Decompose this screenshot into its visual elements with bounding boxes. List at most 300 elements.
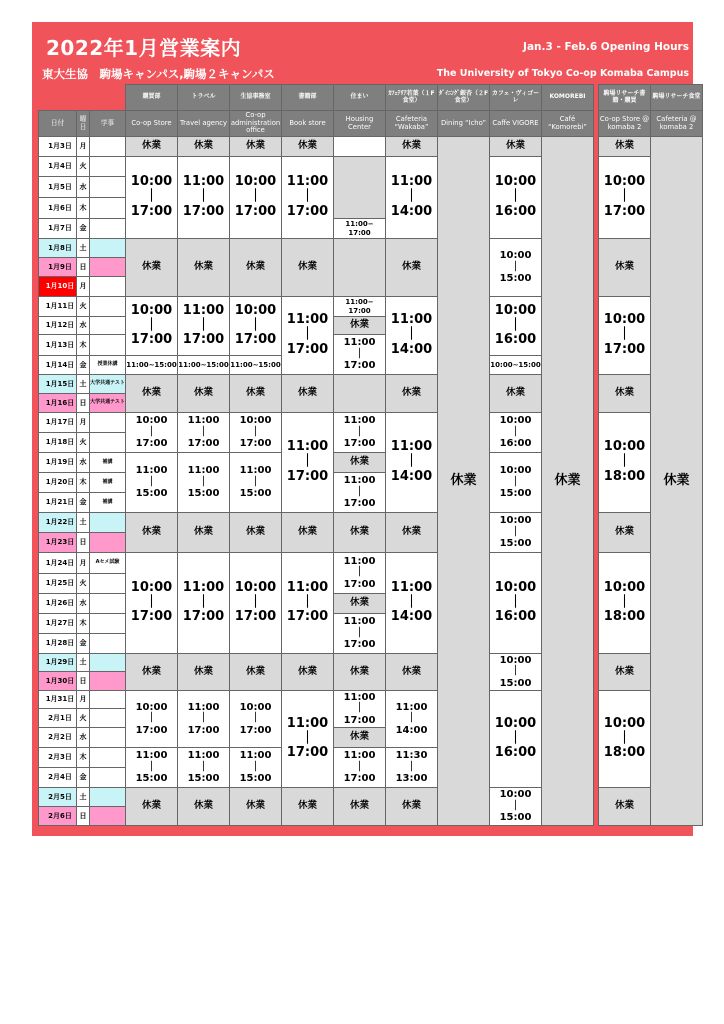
note-cell (90, 533, 126, 553)
date-cell: 1月24日 (39, 553, 77, 574)
cell-text: ｜ (404, 454, 418, 470)
closed-cell (126, 375, 178, 413)
note-cell (90, 594, 126, 614)
cell-text: 17:00 (182, 609, 225, 625)
cell-text: 17:00 (343, 498, 376, 510)
closed-cell (334, 317, 386, 335)
table-row (39, 654, 703, 672)
hours-cell (334, 239, 386, 297)
cell-text: ｜ (198, 426, 209, 438)
hours-cell (334, 614, 386, 654)
column-header-en: Cafeteria “Wakaba” (386, 111, 438, 137)
hours-cell (490, 157, 542, 239)
closed-cell (334, 453, 386, 473)
cell-text: 休業 (297, 526, 317, 538)
cell-text: ｜ (248, 317, 262, 333)
cell-text: 11:00~15:00 (178, 360, 229, 369)
cell-text: 10:00 (499, 654, 532, 666)
hours-cell (490, 691, 542, 788)
dow-cell: 日 (77, 672, 90, 691)
column-header-jp: KOMOREBI (542, 85, 594, 111)
table-row (39, 553, 703, 574)
cell-text: 休業 (141, 800, 161, 812)
table-row (39, 297, 703, 317)
column-header-date: 日付 (39, 111, 77, 137)
note-cell (90, 691, 126, 709)
cell-text: ｜ (354, 627, 365, 639)
hours-cell (282, 691, 334, 788)
cell-text: 休業 (614, 261, 634, 273)
cell-text: ｜ (250, 713, 261, 725)
column-header-en: Caffe VIGORE (490, 111, 542, 137)
table-row (39, 788, 703, 807)
hours-cell (178, 553, 230, 654)
dow-cell: 火 (77, 709, 90, 728)
closed-cell (178, 513, 230, 553)
cell-text: 休業 (141, 140, 161, 152)
dow-cell: 日 (77, 394, 90, 413)
cell-text: 10:00 (603, 715, 646, 731)
closed-cell (178, 654, 230, 691)
date-cell: 1月13日 (39, 335, 77, 356)
cell-text: 17:00 (343, 578, 376, 590)
cell-text: 休業 (349, 319, 369, 331)
hours-cell (282, 297, 334, 375)
hours-cell (599, 297, 651, 375)
date-cell: 2月6日 (39, 807, 77, 826)
cell-text: 10:00 (603, 312, 646, 328)
date-cell: 1月3日 (39, 137, 77, 157)
cell-text: 休業 (245, 665, 265, 677)
cell-text: 11:00 (390, 312, 433, 328)
cell-text: 休業 (401, 665, 421, 677)
cell-text: ｜ (146, 426, 157, 438)
dow-cell: 金 (77, 768, 90, 788)
hours-cell (386, 691, 438, 748)
column-header-jp: 生協事務室 (230, 85, 282, 111)
dow-cell: 土 (77, 513, 90, 533)
cell-text: ｜ (617, 454, 631, 470)
dow-cell: 水 (77, 594, 90, 614)
cell-text: 15:00 (499, 812, 532, 824)
cell-text: 休業 (349, 665, 369, 677)
hours-cell (230, 356, 282, 375)
table-row (39, 375, 703, 394)
cell-text: 10:00~15:00 (490, 360, 541, 369)
hours-cell (599, 157, 651, 239)
cell-text: ｜ (617, 730, 631, 746)
hours-cell (334, 137, 386, 157)
cell-text: 16:00 (494, 745, 537, 761)
hours-cell (178, 691, 230, 748)
hours-cell (334, 413, 386, 453)
note-cell (90, 672, 126, 691)
table-row (39, 513, 703, 533)
column-header-jp: 駒場リサーチ食堂 (651, 85, 703, 111)
date-cell: 1月29日 (39, 654, 77, 672)
dow-cell: 木 (77, 198, 90, 219)
cell-text: 休業 (663, 472, 690, 488)
column-header-en: Book store (282, 111, 334, 137)
cell-text: 17:00 (182, 332, 225, 348)
cell-text: ｜ (198, 713, 209, 725)
dow-cell: 水 (77, 728, 90, 748)
date-cell: 2月1日 (39, 709, 77, 728)
cell-text: 16:00 (499, 438, 532, 450)
cell-text: 17:00 (135, 438, 168, 450)
cell-text: 10:00 (499, 515, 532, 527)
cell-text: ｜ (300, 189, 314, 205)
date-cell: 1月30日 (39, 672, 77, 691)
cell-text: 休業 (614, 526, 634, 538)
cell-text: 10:00 (603, 174, 646, 190)
hours-cell (126, 297, 178, 356)
cell-text: 11:00 (343, 475, 376, 487)
dow-cell: 土 (77, 239, 90, 258)
dow-cell: 月 (77, 277, 90, 297)
hours-cell (230, 453, 282, 513)
hours-cell (599, 413, 651, 513)
closed-cell (126, 239, 178, 297)
cell-text: 15:00 (499, 488, 532, 500)
cell-text: ｜ (198, 476, 209, 488)
hours-cell (334, 335, 386, 375)
hours-cell (282, 553, 334, 654)
cell-text: 休業 (141, 526, 161, 538)
cell-text: 11:00 (390, 579, 433, 595)
cell-text: 17:00 (130, 203, 173, 219)
cell-text: 11:00 (343, 750, 376, 762)
dow-cell: 水 (77, 177, 90, 198)
cell-text: 10:00 (234, 579, 277, 595)
closed-cell (178, 375, 230, 413)
hours-cell (490, 553, 542, 654)
cell-text: 14:00 (390, 468, 433, 484)
closed-cell (282, 137, 334, 157)
cell-text: ｜ (406, 713, 417, 725)
cell-text: 17:00 (343, 360, 376, 372)
hours-cell (178, 157, 230, 239)
cell-text: 14:00 (390, 203, 433, 219)
cell-text: 11:00 (343, 691, 376, 703)
dow-cell: 木 (77, 473, 90, 493)
cell-text: 17:00 (286, 203, 329, 219)
cell-text: 16:00 (494, 203, 537, 219)
note-cell (90, 317, 126, 335)
date-cell: 1月23日 (39, 533, 77, 553)
dow-cell: 金 (77, 634, 90, 654)
date-cell: 2月3日 (39, 748, 77, 768)
cell-text: ｜ (508, 189, 522, 205)
cell-text: 15:00 (499, 538, 532, 550)
cell-text: ｜ (144, 317, 158, 333)
cell-text: 17:00 (187, 438, 220, 450)
column-header-jp: ﾀﾞｲﾆﾝｸﾞ銀杏（２F食堂） (438, 85, 490, 111)
closed-cell (230, 375, 282, 413)
closed-cell (178, 137, 230, 157)
date-cell: 1月21日 (39, 493, 77, 513)
cell-text: 10:00 (603, 579, 646, 595)
cell-text: 17:00 (286, 468, 329, 484)
cell-text: 11:00 (395, 701, 428, 713)
hours-cell (126, 453, 178, 513)
cell-text: 11:00 (187, 750, 220, 762)
cell-text: 10:00 (135, 701, 168, 713)
note-cell: 授業休講 (90, 356, 126, 375)
hours-cell (490, 788, 542, 826)
cell-text: ｜ (510, 666, 521, 678)
cell-text: 11:00 (187, 701, 220, 713)
date-cell: 1月20日 (39, 473, 77, 493)
period-label: Jan.3 - Feb.6 Opening Hours (523, 41, 689, 53)
closed-cell (230, 137, 282, 157)
cell-text: 16:00 (494, 332, 537, 348)
cell-text: 15:00 (499, 273, 532, 285)
closed-cell (230, 788, 282, 826)
hours-cell (230, 748, 282, 788)
cell-text: 11:00 (286, 715, 329, 731)
cell-text: 15:00 (499, 677, 532, 689)
closed-cell (230, 654, 282, 691)
cell-text: ｜ (300, 327, 314, 343)
cell-text: 17:00 (343, 438, 376, 450)
note-cell (90, 219, 126, 239)
hours-cell (126, 413, 178, 453)
cell-text: 16:00 (494, 609, 537, 625)
cell-text: 11:00 (182, 174, 225, 190)
hours-cell (230, 413, 282, 453)
date-cell: 1月19日 (39, 453, 77, 473)
date-cell: 2月5日 (39, 788, 77, 807)
hours-cell (230, 691, 282, 748)
closed-cell (230, 513, 282, 553)
hours-cell (490, 356, 542, 375)
closed-cell (126, 513, 178, 553)
cell-text: 17:00 (234, 203, 277, 219)
closed-cell (599, 137, 651, 157)
cell-text: 10:00 (130, 174, 173, 190)
cell-text: ｜ (144, 594, 158, 610)
table-row (39, 137, 703, 157)
dow-cell: 月 (77, 137, 90, 157)
cell-text: 15:00 (187, 773, 220, 785)
cell-text: ｜ (617, 327, 631, 343)
hours-cell (282, 413, 334, 513)
cell-text: 休業 (297, 261, 317, 273)
cell-text: ｜ (354, 426, 365, 438)
hours-table (38, 84, 701, 824)
cell-text: ｜ (250, 761, 261, 773)
cell-text: ｜ (510, 476, 521, 488)
cell-text: 17:00 (343, 773, 376, 785)
cell-text: 11:00 (286, 579, 329, 595)
hours-cell (126, 553, 178, 654)
date-cell: 1月6日 (39, 198, 77, 219)
cell-text: 休業 (245, 261, 265, 273)
cell-text: 17:00 (343, 714, 376, 726)
note-cell (90, 634, 126, 654)
closed-cell (178, 239, 230, 297)
date-cell: 1月5日 (39, 177, 77, 198)
cell-text: 休業 (245, 800, 265, 812)
cell-text: 17:00 (348, 306, 371, 315)
cell-text: ｜ (354, 567, 365, 579)
closed-cell (599, 654, 651, 691)
hours-cell (490, 453, 542, 513)
cell-text: 11:00 (286, 174, 329, 190)
note-cell: Aセメ試験 (90, 553, 126, 574)
column-header-en: Co-op Store (126, 111, 178, 137)
hours-cell (334, 157, 386, 219)
cell-text: 15:00 (239, 773, 272, 785)
cell-text: 休業 (297, 140, 317, 152)
dow-cell: 日 (77, 258, 90, 277)
header-blank (77, 85, 90, 111)
cell-text: ｜ (196, 189, 210, 205)
dow-cell: 土 (77, 375, 90, 394)
hours-cell (386, 748, 438, 788)
hours-cell (490, 654, 542, 691)
table-row (39, 239, 703, 258)
cell-text: 10:00 (494, 715, 537, 731)
cell-text: 11:00 (182, 302, 225, 318)
note-cell: 補講 (90, 493, 126, 513)
closed-cell (386, 788, 438, 826)
cell-text: 17:00 (603, 203, 646, 219)
cell-text: 11:00 (343, 555, 376, 567)
note-cell (90, 177, 126, 198)
note-cell (90, 297, 126, 317)
cell-text: 14:00 (395, 724, 428, 736)
date-cell: 1月28日 (39, 634, 77, 654)
cell-text: ｜ (198, 761, 209, 773)
dow-cell: 火 (77, 157, 90, 177)
closed-cell (230, 239, 282, 297)
cell-text: 休業 (401, 261, 421, 273)
cell-text: 休業 (401, 140, 421, 152)
cell-text: ｜ (617, 594, 631, 610)
dow-cell: 木 (77, 614, 90, 634)
closed-cell (599, 513, 651, 553)
closed-cell (386, 654, 438, 691)
cell-text: 11:00 (343, 616, 376, 628)
closed-cell (599, 788, 651, 826)
hours-cell (490, 297, 542, 356)
cell-text: 休業 (614, 800, 634, 812)
cell-text: ｜ (250, 476, 261, 488)
cell-text: ｜ (510, 261, 521, 273)
note-cell (90, 335, 126, 356)
column-header-jp: トラベル (178, 85, 230, 111)
header-blank (39, 85, 77, 111)
cell-text: 休業 (141, 665, 161, 677)
date-cell: 1月14日 (39, 356, 77, 375)
note-cell (90, 574, 126, 594)
cell-text: 17:00 (239, 438, 272, 450)
column-header-en: Housing Center (334, 111, 386, 137)
table-row (39, 157, 703, 177)
hours-cell (386, 157, 438, 239)
cell-text: 休業 (401, 526, 421, 538)
cell-text: ｜ (508, 317, 522, 333)
hours-cell (230, 297, 282, 356)
column-header-note: 学事 (90, 111, 126, 137)
cell-text: 11:00− (345, 298, 374, 307)
cell-text: 休業 (554, 472, 581, 488)
cell-text: ｜ (196, 317, 210, 333)
date-cell: 1月9日 (39, 258, 77, 277)
cell-text: 17:00 (234, 332, 277, 348)
cell-text: 休業 (193, 140, 213, 152)
hours-cell (490, 239, 542, 297)
cell-text: 休業 (505, 140, 525, 152)
org-label: The University of Tokyo Co-op Komaba Campus (436, 68, 689, 79)
date-cell: 1月15日 (39, 375, 77, 394)
cell-text: 休業 (349, 731, 369, 743)
cell-text: 10:00 (130, 302, 173, 318)
cell-text: ｜ (510, 800, 521, 812)
cell-text: 11:00 (239, 750, 272, 762)
cell-text: ｜ (354, 348, 365, 360)
date-cell: 1月17日 (39, 413, 77, 433)
cell-text: 11:00 (343, 415, 376, 427)
cell-text: 17:00 (130, 609, 173, 625)
cell-text: ｜ (354, 703, 365, 715)
closed-cell (126, 654, 178, 691)
cell-text: 10:00 (494, 174, 537, 190)
cell-text: ｜ (300, 730, 314, 746)
hours-cell (386, 553, 438, 654)
date-cell: 1月10日 (39, 277, 77, 297)
hours-cell (334, 691, 386, 728)
cell-text: 休業 (614, 387, 634, 399)
cell-text: 11:00− (345, 220, 374, 229)
cell-text: 17:00 (234, 609, 277, 625)
cell-text: 17:00 (343, 639, 376, 651)
closed-cell (282, 788, 334, 826)
closed-cell (334, 654, 386, 691)
dow-cell: 日 (77, 807, 90, 826)
column-header-dow: 曜日 (77, 111, 90, 137)
hours-cell (178, 297, 230, 356)
header-row-jp (39, 85, 703, 111)
page-subtitle: 東大生協 駒場キャンパス,駒場２キャンパス (42, 67, 275, 81)
column-header-jp: 購買部 (126, 85, 178, 111)
cell-text: 10:00 (234, 174, 277, 190)
dow-cell: 日 (77, 533, 90, 553)
closed-cell (178, 788, 230, 826)
closed-cell (438, 137, 490, 826)
table-row (39, 413, 703, 433)
cell-text: 10:00 (494, 302, 537, 318)
note-cell (90, 654, 126, 672)
cell-text: 10:00 (499, 415, 532, 427)
closed-cell (282, 375, 334, 413)
note-cell (90, 728, 126, 748)
note-cell (90, 258, 126, 277)
cell-text: 11:00 (135, 750, 168, 762)
date-cell: 1月31日 (39, 691, 77, 709)
cell-text: 休業 (193, 665, 213, 677)
cell-text: ｜ (300, 594, 314, 610)
cell-text: 18:00 (603, 468, 646, 484)
cell-text: 10:00 (239, 415, 272, 427)
cell-text: ｜ (508, 594, 522, 610)
date-cell: 1月7日 (39, 219, 77, 239)
hours-cell (599, 553, 651, 654)
cell-text: 休業 (401, 387, 421, 399)
cell-text: 17:00 (187, 724, 220, 736)
